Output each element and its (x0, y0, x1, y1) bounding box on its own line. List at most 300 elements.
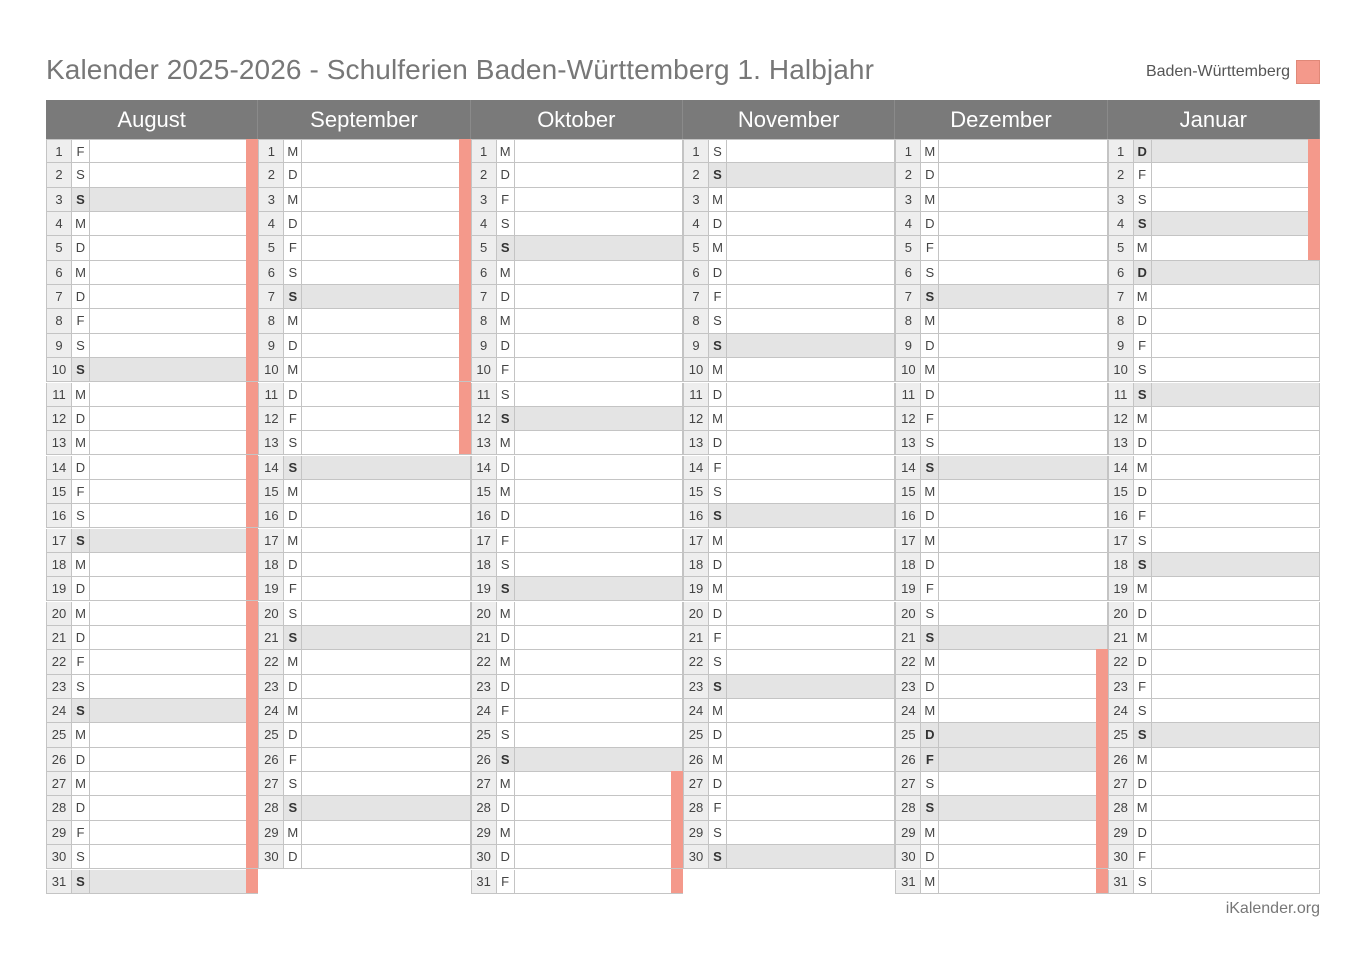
day-note-area[interactable] (90, 577, 257, 600)
day-note-area[interactable] (939, 699, 1106, 722)
day-note-area[interactable] (727, 431, 894, 454)
day-note-area[interactable] (1152, 650, 1319, 673)
day-row[interactable] (895, 383, 1107, 407)
day-note-area[interactable] (90, 796, 257, 819)
day-row[interactable] (46, 163, 258, 187)
day-row[interactable] (895, 188, 1107, 212)
day-note-area[interactable] (1152, 188, 1319, 211)
day-row[interactable] (258, 772, 470, 796)
day-note-area[interactable] (515, 553, 682, 576)
day-note-area[interactable] (727, 140, 894, 162)
day-row[interactable] (895, 285, 1107, 309)
day-row[interactable] (895, 626, 1107, 650)
day-note-area[interactable] (515, 431, 682, 454)
day-note-area[interactable] (1152, 626, 1319, 649)
day-row[interactable] (1108, 188, 1320, 212)
day-note-area[interactable] (727, 236, 894, 259)
day-row[interactable] (683, 723, 895, 747)
day-note-area[interactable] (90, 626, 257, 649)
day-row[interactable] (46, 456, 258, 480)
day-row[interactable] (46, 650, 258, 674)
day-note-area[interactable] (90, 358, 257, 381)
day-note-area[interactable] (939, 383, 1106, 406)
day-note-area[interactable] (1152, 334, 1319, 357)
day-note-area[interactable] (90, 236, 257, 259)
day-note-area[interactable] (515, 140, 682, 162)
day-row[interactable] (46, 821, 258, 845)
day-row[interactable] (258, 626, 470, 650)
day-note-area[interactable] (1152, 699, 1319, 722)
day-note-area[interactable] (939, 845, 1106, 868)
day-row[interactable] (258, 675, 470, 699)
day-row[interactable] (895, 309, 1107, 333)
day-row[interactable] (1108, 772, 1320, 796)
day-note-area[interactable] (515, 772, 682, 795)
day-row[interactable] (895, 675, 1107, 699)
day-row[interactable] (683, 480, 895, 504)
day-note-area[interactable] (90, 456, 257, 479)
day-row[interactable] (895, 139, 1107, 163)
day-note-area[interactable] (1152, 796, 1319, 819)
day-row[interactable] (46, 236, 258, 260)
day-row[interactable] (895, 407, 1107, 431)
day-note-area[interactable] (727, 407, 894, 430)
day-note-area[interactable] (90, 480, 257, 503)
day-row[interactable] (895, 723, 1107, 747)
day-row[interactable] (471, 456, 683, 480)
day-row[interactable] (1108, 261, 1320, 285)
day-note-area[interactable] (727, 650, 894, 673)
day-note-area[interactable] (302, 772, 469, 795)
day-note-area[interactable] (515, 358, 682, 381)
day-row[interactable] (895, 577, 1107, 601)
day-row[interactable] (258, 334, 470, 358)
day-note-area[interactable] (90, 334, 257, 357)
day-row[interactable] (683, 236, 895, 260)
day-note-area[interactable] (727, 358, 894, 381)
day-note-area[interactable] (515, 577, 682, 600)
day-row[interactable] (895, 212, 1107, 236)
day-row[interactable] (46, 139, 258, 163)
day-note-area[interactable] (302, 699, 469, 722)
day-note-area[interactable] (939, 456, 1106, 479)
day-row[interactable] (895, 772, 1107, 796)
day-row[interactable] (1108, 431, 1320, 455)
day-note-area[interactable] (90, 748, 257, 771)
day-row[interactable] (258, 723, 470, 747)
day-row[interactable] (683, 650, 895, 674)
day-note-area[interactable] (302, 285, 469, 308)
day-note-area[interactable] (939, 309, 1106, 332)
day-row[interactable] (683, 431, 895, 455)
day-note-area[interactable] (727, 699, 894, 722)
day-note-area[interactable] (939, 504, 1106, 527)
day-note-area[interactable] (1152, 723, 1319, 746)
day-note-area[interactable] (515, 504, 682, 527)
day-note-area[interactable] (1152, 870, 1319, 893)
day-note-area[interactable] (727, 334, 894, 357)
day-note-area[interactable] (939, 407, 1106, 430)
day-note-area[interactable] (90, 163, 257, 186)
day-note-area[interactable] (302, 140, 469, 162)
day-row[interactable] (46, 309, 258, 333)
day-row[interactable] (895, 553, 1107, 577)
day-row[interactable] (258, 577, 470, 601)
day-row[interactable] (258, 188, 470, 212)
day-row[interactable] (683, 456, 895, 480)
day-note-area[interactable] (302, 529, 469, 552)
day-row[interactable] (46, 772, 258, 796)
day-note-area[interactable] (1152, 163, 1319, 186)
day-note-area[interactable] (939, 334, 1106, 357)
day-row[interactable] (258, 796, 470, 820)
day-row[interactable] (258, 431, 470, 455)
day-row[interactable] (1108, 383, 1320, 407)
day-row[interactable] (1108, 236, 1320, 260)
day-note-area[interactable] (302, 504, 469, 527)
day-row[interactable] (471, 870, 683, 894)
day-row[interactable] (683, 358, 895, 382)
day-note-area[interactable] (302, 188, 469, 211)
day-row[interactable] (683, 285, 895, 309)
day-note-area[interactable] (1152, 553, 1319, 576)
day-note-area[interactable] (1152, 675, 1319, 698)
day-note-area[interactable] (302, 650, 469, 673)
day-row[interactable] (258, 309, 470, 333)
day-note-area[interactable] (1152, 504, 1319, 527)
day-row[interactable] (895, 845, 1107, 869)
day-row[interactable] (258, 456, 470, 480)
day-row[interactable] (46, 577, 258, 601)
day-row[interactable] (683, 309, 895, 333)
day-note-area[interactable] (90, 504, 257, 527)
day-note-area[interactable] (302, 723, 469, 746)
day-row[interactable] (683, 675, 895, 699)
day-row[interactable] (683, 334, 895, 358)
day-row[interactable] (895, 431, 1107, 455)
day-row[interactable] (895, 796, 1107, 820)
day-row[interactable] (683, 212, 895, 236)
day-note-area[interactable] (1152, 529, 1319, 552)
day-row[interactable] (471, 236, 683, 260)
day-row[interactable] (895, 358, 1107, 382)
day-row[interactable] (46, 529, 258, 553)
day-note-area[interactable] (1152, 748, 1319, 771)
day-row[interactable] (1108, 334, 1320, 358)
day-note-area[interactable] (1152, 261, 1319, 284)
day-note-area[interactable] (1152, 212, 1319, 235)
day-row[interactable] (471, 285, 683, 309)
day-note-area[interactable] (939, 821, 1106, 844)
day-note-area[interactable] (939, 650, 1106, 673)
day-row[interactable] (46, 870, 258, 894)
day-row[interactable] (1108, 358, 1320, 382)
day-row[interactable] (46, 407, 258, 431)
day-row[interactable] (471, 626, 683, 650)
day-row[interactable] (1108, 699, 1320, 723)
day-row[interactable] (471, 650, 683, 674)
day-note-area[interactable] (90, 845, 257, 868)
day-row[interactable] (1108, 163, 1320, 187)
day-note-area[interactable] (727, 723, 894, 746)
day-note-area[interactable] (939, 772, 1106, 795)
day-row[interactable] (1108, 285, 1320, 309)
day-row[interactable] (1108, 212, 1320, 236)
day-note-area[interactable] (302, 675, 469, 698)
day-row[interactable] (258, 212, 470, 236)
day-note-area[interactable] (727, 553, 894, 576)
day-note-area[interactable] (302, 748, 469, 771)
day-row[interactable] (258, 529, 470, 553)
day-note-area[interactable] (302, 553, 469, 576)
day-note-area[interactable] (727, 261, 894, 284)
day-row[interactable] (46, 285, 258, 309)
day-note-area[interactable] (515, 675, 682, 698)
day-row[interactable] (1108, 602, 1320, 626)
day-row[interactable] (895, 334, 1107, 358)
day-row[interactable] (471, 845, 683, 869)
day-row[interactable] (895, 821, 1107, 845)
day-note-area[interactable] (1152, 845, 1319, 868)
day-note-area[interactable] (727, 504, 894, 527)
day-row[interactable] (683, 529, 895, 553)
day-row[interactable] (1108, 407, 1320, 431)
day-note-area[interactable] (727, 577, 894, 600)
day-note-area[interactable] (1152, 383, 1319, 406)
day-note-area[interactable] (1152, 821, 1319, 844)
day-row[interactable] (46, 675, 258, 699)
day-note-area[interactable] (939, 553, 1106, 576)
day-note-area[interactable] (515, 529, 682, 552)
day-row[interactable] (683, 748, 895, 772)
day-row[interactable] (471, 675, 683, 699)
day-row[interactable] (471, 261, 683, 285)
day-note-area[interactable] (727, 748, 894, 771)
day-note-area[interactable] (90, 602, 257, 625)
day-row[interactable] (471, 188, 683, 212)
day-row[interactable] (683, 139, 895, 163)
day-row[interactable] (895, 650, 1107, 674)
day-row[interactable] (471, 772, 683, 796)
day-row[interactable] (258, 699, 470, 723)
day-row[interactable] (471, 163, 683, 187)
day-note-area[interactable] (515, 334, 682, 357)
day-note-area[interactable] (939, 480, 1106, 503)
day-note-area[interactable] (90, 675, 257, 698)
day-note-area[interactable] (939, 236, 1106, 259)
day-row[interactable] (895, 261, 1107, 285)
day-row[interactable] (683, 553, 895, 577)
day-note-area[interactable] (302, 334, 469, 357)
day-row[interactable] (683, 163, 895, 187)
day-note-area[interactable] (302, 821, 469, 844)
day-row[interactable] (471, 723, 683, 747)
day-note-area[interactable] (939, 626, 1106, 649)
day-note-area[interactable] (515, 821, 682, 844)
day-note-area[interactable] (515, 723, 682, 746)
day-row[interactable] (683, 772, 895, 796)
day-row[interactable] (895, 163, 1107, 187)
day-note-area[interactable] (939, 261, 1106, 284)
day-row[interactable] (258, 480, 470, 504)
day-note-area[interactable] (939, 796, 1106, 819)
day-note-area[interactable] (302, 309, 469, 332)
day-note-area[interactable] (90, 212, 257, 235)
day-note-area[interactable] (302, 845, 469, 868)
day-note-area[interactable] (302, 358, 469, 381)
day-note-area[interactable] (90, 772, 257, 795)
day-note-area[interactable] (727, 796, 894, 819)
day-note-area[interactable] (90, 870, 257, 893)
day-note-area[interactable] (727, 845, 894, 868)
day-row[interactable] (683, 699, 895, 723)
day-row[interactable] (471, 334, 683, 358)
day-note-area[interactable] (727, 383, 894, 406)
day-note-area[interactable] (302, 602, 469, 625)
day-row[interactable] (1108, 309, 1320, 333)
day-note-area[interactable] (1152, 358, 1319, 381)
day-row[interactable] (1108, 821, 1320, 845)
day-note-area[interactable] (302, 626, 469, 649)
day-note-area[interactable] (727, 602, 894, 625)
day-note-area[interactable] (515, 796, 682, 819)
day-row[interactable] (895, 456, 1107, 480)
day-row[interactable] (258, 845, 470, 869)
day-row[interactable] (258, 602, 470, 626)
day-row[interactable] (258, 163, 470, 187)
day-note-area[interactable] (90, 553, 257, 576)
day-note-area[interactable] (515, 699, 682, 722)
day-row[interactable] (471, 139, 683, 163)
day-row[interactable] (1108, 480, 1320, 504)
day-note-area[interactable] (90, 431, 257, 454)
day-note-area[interactable] (939, 358, 1106, 381)
day-note-area[interactable] (727, 456, 894, 479)
day-row[interactable] (258, 821, 470, 845)
day-note-area[interactable] (90, 140, 257, 162)
day-row[interactable] (46, 358, 258, 382)
day-row[interactable] (258, 261, 470, 285)
day-note-area[interactable] (515, 309, 682, 332)
day-note-area[interactable] (1152, 309, 1319, 332)
day-row[interactable] (1108, 845, 1320, 869)
day-note-area[interactable] (939, 723, 1106, 746)
day-row[interactable] (258, 504, 470, 528)
day-row[interactable] (895, 236, 1107, 260)
day-row[interactable] (258, 236, 470, 260)
day-row[interactable] (1108, 650, 1320, 674)
day-row[interactable] (46, 626, 258, 650)
day-note-area[interactable] (939, 529, 1106, 552)
day-row[interactable] (46, 602, 258, 626)
day-row[interactable] (471, 553, 683, 577)
day-row[interactable] (895, 529, 1107, 553)
day-note-area[interactable] (727, 626, 894, 649)
day-row[interactable] (46, 553, 258, 577)
day-row[interactable] (1108, 675, 1320, 699)
day-note-area[interactable] (90, 723, 257, 746)
day-note-area[interactable] (939, 431, 1106, 454)
day-row[interactable] (258, 383, 470, 407)
day-note-area[interactable] (302, 407, 469, 430)
footer-source[interactable]: iKalender.org (1225, 900, 1320, 917)
day-note-area[interactable] (515, 285, 682, 308)
day-row[interactable] (258, 553, 470, 577)
day-row[interactable] (895, 480, 1107, 504)
day-note-area[interactable] (302, 236, 469, 259)
day-row[interactable] (46, 796, 258, 820)
day-note-area[interactable] (939, 285, 1106, 308)
day-row[interactable] (471, 602, 683, 626)
day-note-area[interactable] (727, 309, 894, 332)
day-note-area[interactable] (1152, 285, 1319, 308)
day-note-area[interactable] (1152, 577, 1319, 600)
day-note-area[interactable] (90, 650, 257, 673)
day-note-area[interactable] (90, 285, 257, 308)
day-row[interactable] (683, 796, 895, 820)
day-note-area[interactable] (515, 407, 682, 430)
day-note-area[interactable] (90, 188, 257, 211)
day-row[interactable] (471, 796, 683, 820)
day-note-area[interactable] (1152, 431, 1319, 454)
day-row[interactable] (258, 285, 470, 309)
day-note-area[interactable] (939, 140, 1106, 162)
day-row[interactable] (683, 407, 895, 431)
day-note-area[interactable] (939, 748, 1106, 771)
day-row[interactable] (471, 407, 683, 431)
day-row[interactable] (471, 748, 683, 772)
day-note-area[interactable] (515, 188, 682, 211)
day-row[interactable] (258, 139, 470, 163)
day-note-area[interactable] (939, 675, 1106, 698)
day-row[interactable] (471, 431, 683, 455)
day-row[interactable] (258, 407, 470, 431)
day-row[interactable] (895, 699, 1107, 723)
day-row[interactable] (258, 650, 470, 674)
day-row[interactable] (471, 309, 683, 333)
day-row[interactable] (683, 602, 895, 626)
day-row[interactable] (1108, 796, 1320, 820)
day-note-area[interactable] (939, 163, 1106, 186)
day-note-area[interactable] (515, 163, 682, 186)
day-note-area[interactable] (90, 529, 257, 552)
day-note-area[interactable] (1152, 456, 1319, 479)
day-row[interactable] (683, 261, 895, 285)
day-row[interactable] (683, 845, 895, 869)
day-row[interactable] (471, 699, 683, 723)
day-note-area[interactable] (727, 529, 894, 552)
day-note-area[interactable] (302, 577, 469, 600)
day-row[interactable] (1108, 723, 1320, 747)
day-note-area[interactable] (1152, 602, 1319, 625)
day-row[interactable] (471, 383, 683, 407)
day-row[interactable] (46, 212, 258, 236)
day-row[interactable] (46, 188, 258, 212)
day-note-area[interactable] (90, 309, 257, 332)
day-note-area[interactable] (90, 383, 257, 406)
day-row[interactable] (471, 358, 683, 382)
day-row[interactable] (1108, 577, 1320, 601)
day-row[interactable] (1108, 748, 1320, 772)
day-note-area[interactable] (90, 821, 257, 844)
day-row[interactable] (1108, 456, 1320, 480)
day-note-area[interactable] (515, 456, 682, 479)
day-note-area[interactable] (515, 870, 682, 893)
day-note-area[interactable] (939, 212, 1106, 235)
day-note-area[interactable] (302, 431, 469, 454)
day-note-area[interactable] (515, 602, 682, 625)
day-row[interactable] (683, 821, 895, 845)
